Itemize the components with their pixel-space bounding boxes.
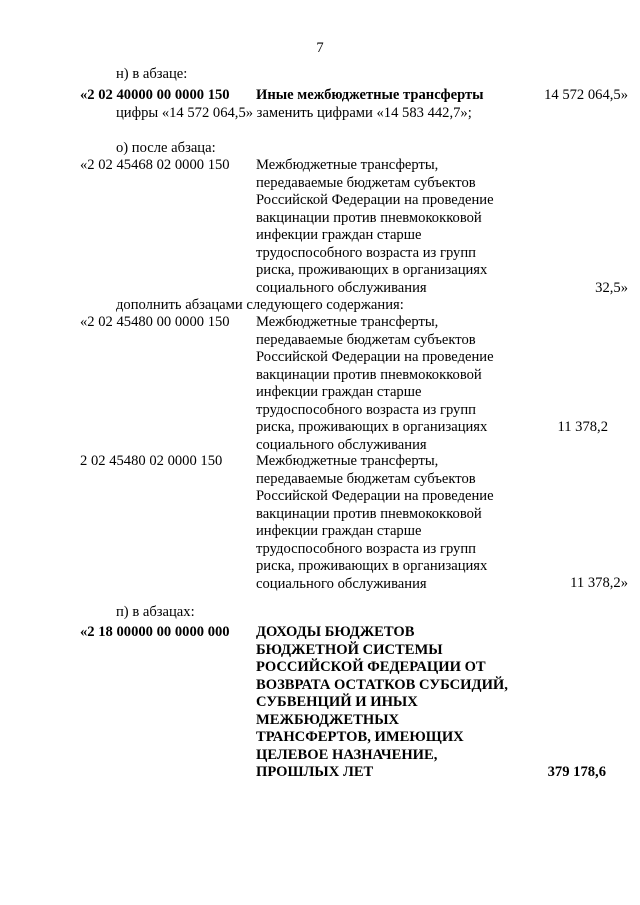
page-number: 7 <box>316 40 324 56</box>
description-line: МЕЖБЮДЖЕТНЫХ <box>256 711 400 728</box>
description-line: риска, проживающих в организациях <box>256 419 488 435</box>
section-n-amount: 14 572 064,5» <box>544 87 628 103</box>
section-o-supplement-intro: дополнить абзацами следующего содержания: <box>116 297 404 313</box>
section-n-replacement: цифры «14 572 064,5» заменить цифрами «14 583 442,7»; <box>116 105 472 121</box>
section-n-intro: н) в абзаце: <box>116 66 188 82</box>
description-line: Межбюджетные трансферты, <box>256 453 439 469</box>
section-p-code: «2 18 00000 00 0000 000 <box>80 624 230 640</box>
description-line: ВОЗВРАТА ОСТАТКОВ СУБСИДИЙ, <box>256 676 508 693</box>
description-line: ЦЕЛЕВОЕ НАЗНАЧЕНИЕ, <box>256 746 438 763</box>
section-n-description: Иные межбюджетные трансферты <box>256 87 484 103</box>
description-line: передаваемые бюджетам субъектов <box>256 331 476 348</box>
description-line: РОССИЙСКОЙ ФЕДЕРАЦИИ ОТ <box>256 659 486 675</box>
description-line: ПРОШЛЫХ ЛЕТ <box>256 764 374 780</box>
description-line: инфекции граждан старше <box>256 384 422 400</box>
description-line: Российской Федерации на проведение <box>256 488 494 504</box>
description-line: социального обслуживания <box>256 575 427 592</box>
description-line: инфекции граждан старше <box>256 523 422 539</box>
description-line: инфекции граждан старше <box>256 227 422 243</box>
section-o-entry-code: «2 02 45468 02 0000 150 <box>80 157 230 173</box>
description-line: трудоспособного возраста из групп <box>256 401 476 418</box>
new-entry-1-code: «2 02 45480 00 0000 150 <box>80 314 230 330</box>
section-n-code: «2 02 40000 00 0000 150 <box>80 87 230 103</box>
new-entry-2-description <box>256 453 494 593</box>
description-line: вакцинации против пневмококковой <box>256 366 482 383</box>
description-line: вакцинации против пневмококковой <box>256 505 482 522</box>
description-line: Российской Федерации на проведение <box>256 349 494 365</box>
description-line: риска, проживающих в организациях <box>256 262 488 278</box>
new-entry-1-amount: 11 378,2 <box>557 419 608 435</box>
description-line: трудоспособного возраста из групп <box>256 244 476 261</box>
new-entry-1-description <box>256 314 494 454</box>
new-entry-2-code: 2 02 45480 02 0000 150 <box>80 453 223 469</box>
description-line: передаваемые бюджетам субъектов <box>256 470 476 487</box>
description-line: Межбюджетные трансферты, <box>256 157 439 173</box>
new-entry-2-amount: 11 378,2» <box>570 575 628 591</box>
description-line: социального обслуживания <box>256 436 427 453</box>
description-line: ТРАНСФЕРТОВ, ИМЕЮЩИХ <box>256 729 464 745</box>
section-p-description <box>256 624 508 782</box>
description-line: Межбюджетные трансферты, <box>256 314 439 330</box>
description-line: вакцинации против пневмококковой <box>256 209 482 226</box>
section-o-entry-description <box>256 157 494 297</box>
description-line: Российской Федерации на проведение <box>256 192 494 208</box>
section-p-amount: 379 178,6 <box>547 764 606 780</box>
description-line: СУБВЕНЦИЙ И ИНЫХ <box>256 694 418 710</box>
description-line: социального обслуживания <box>256 279 427 296</box>
description-line: БЮДЖЕТНОЙ СИСТЕМЫ <box>256 641 443 658</box>
description-line: риска, проживающих в организациях <box>256 558 488 574</box>
section-o-entry-amount: 32,5» <box>595 280 628 296</box>
description-line: передаваемые бюджетам субъектов <box>256 174 476 191</box>
section-o-intro: о) после абзаца: <box>116 140 216 156</box>
description-line: трудоспособного возраста из групп <box>256 540 476 557</box>
section-p-intro: п) в абзацах: <box>116 604 195 620</box>
description-line: ДОХОДЫ БЮДЖЕТОВ <box>256 624 415 640</box>
